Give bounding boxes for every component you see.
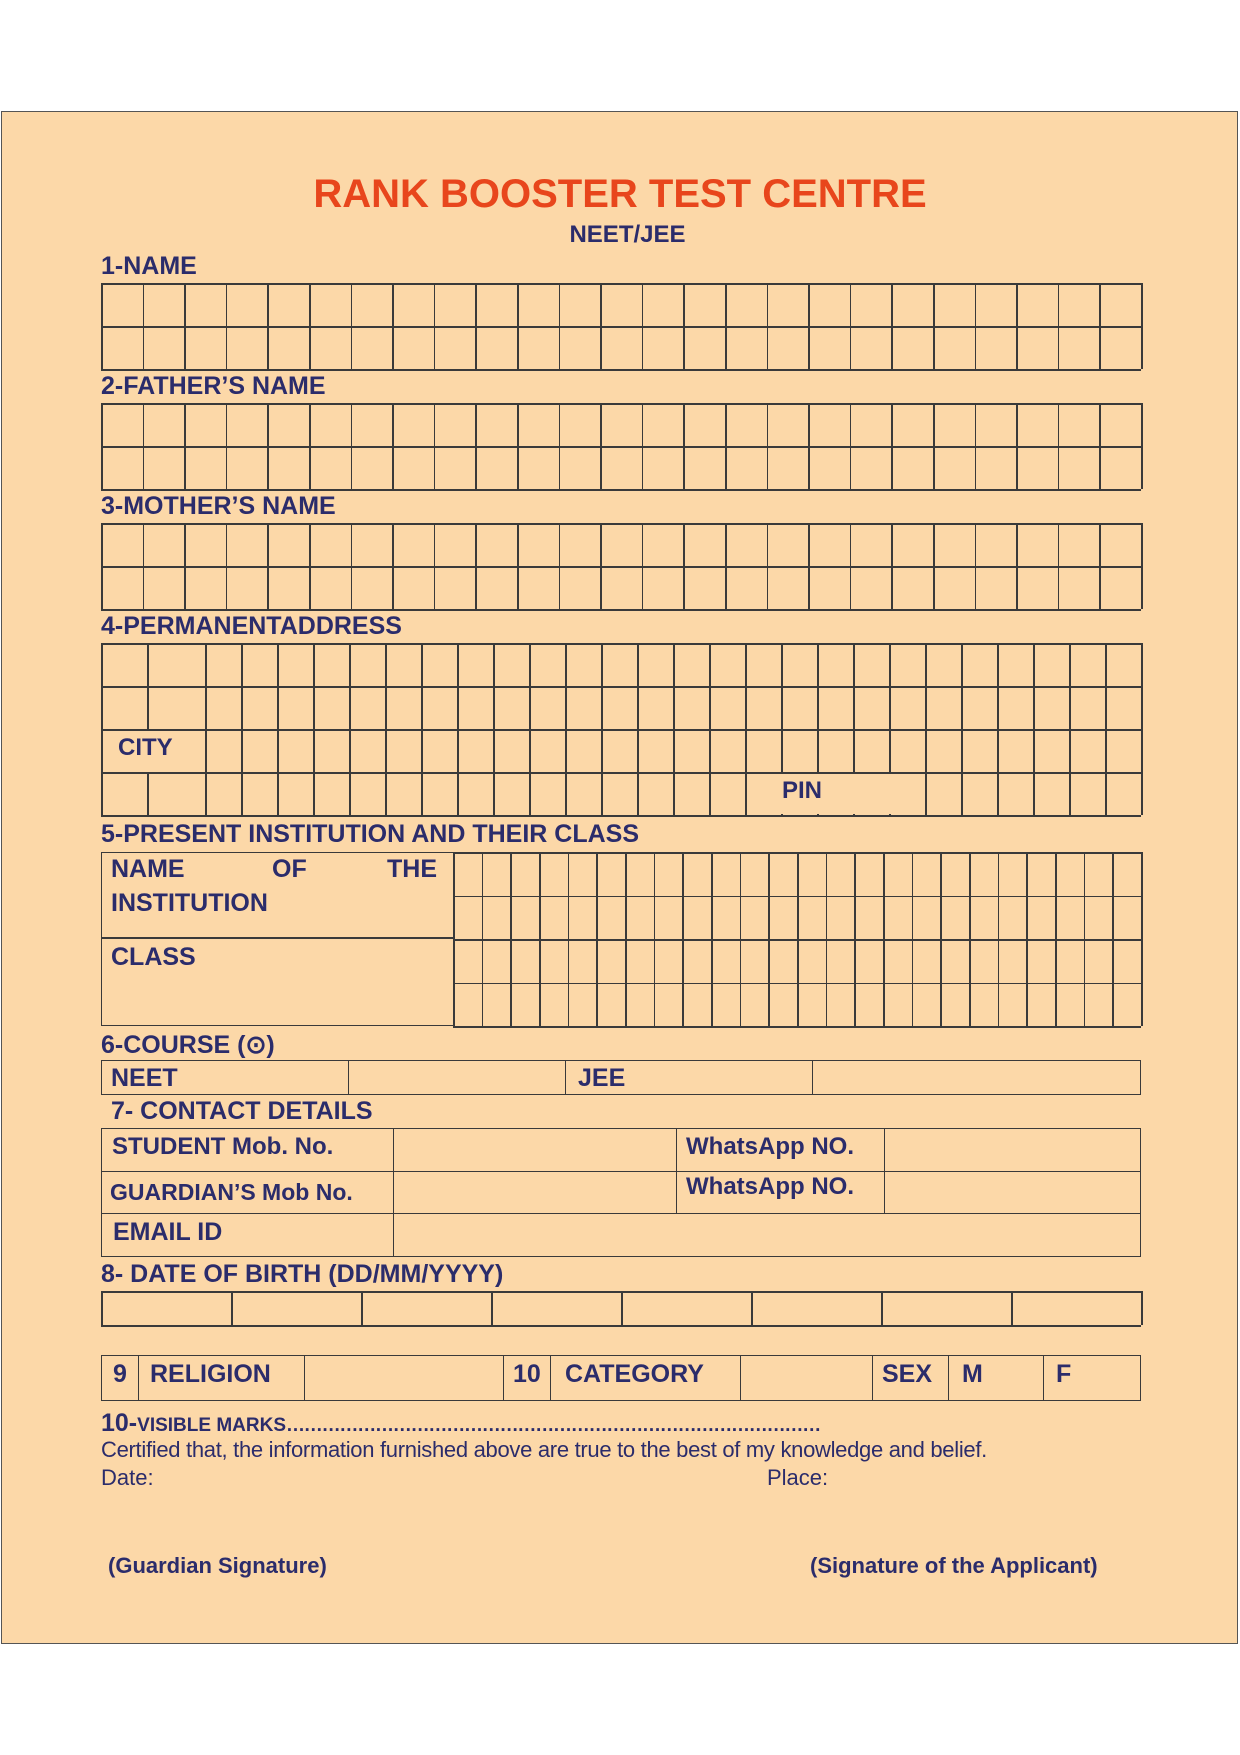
item-10-number: 10 xyxy=(513,1360,541,1388)
email-field[interactable] xyxy=(396,1215,1139,1255)
section-mother-label: 3-MOTHER’S NAME xyxy=(101,492,336,520)
course-jee-label: JEE xyxy=(578,1064,626,1092)
date-label: Date: xyxy=(101,1465,154,1490)
city-label: CITY xyxy=(118,734,173,761)
sex-male-option[interactable]: M xyxy=(962,1360,983,1388)
religion-field[interactable] xyxy=(306,1357,502,1399)
whatsapp-label-2: WhatsApp NO. xyxy=(686,1173,854,1200)
guardian-mob-field[interactable] xyxy=(396,1173,674,1212)
section-course-label: 6-COURSE (⊙) xyxy=(101,1031,275,1059)
guardian-mob-label: GUARDIAN’S Mob No. xyxy=(110,1179,353,1205)
guardian-whatsapp-field[interactable] xyxy=(887,1173,1139,1212)
applicant-signature-label: (Signature of the Applicant) xyxy=(810,1553,1098,1578)
section-address-label: 4-PERMANENTADDRESS xyxy=(101,612,402,640)
section-dob-label: 8- DATE OF BIRTH (DD/MM/YYYY) xyxy=(101,1260,504,1288)
sex-label: SEX xyxy=(882,1360,933,1388)
course-neet-label: NEET xyxy=(111,1064,178,1092)
sex-female-option[interactable]: F xyxy=(1056,1360,1072,1388)
religion-label: RELIGION xyxy=(150,1360,271,1388)
institution-name-word2: OF xyxy=(272,855,307,883)
course-neet-box[interactable] xyxy=(350,1062,563,1093)
section-contact-label: 7- CONTACT DETAILS xyxy=(111,1097,373,1125)
institution-name-word3: THE xyxy=(387,855,437,883)
place-label: Place: xyxy=(767,1465,829,1490)
whatsapp-label-1: WhatsApp NO. xyxy=(686,1133,854,1160)
email-label: EMAIL ID xyxy=(113,1218,223,1246)
pin-label: PIN xyxy=(782,777,823,804)
visible-marks-label: VISIBLE MARKS xyxy=(137,1415,286,1436)
course-jee-box[interactable] xyxy=(814,1062,1139,1093)
category-label: CATEGORY xyxy=(565,1360,704,1388)
institution-name-word1: NAME xyxy=(111,855,185,883)
institution-name-line2: INSTITUTION xyxy=(111,889,268,917)
student-whatsapp-field[interactable] xyxy=(887,1130,1139,1170)
student-mob-field[interactable] xyxy=(396,1130,674,1170)
certification-text: Certified that, the information furnished above are true to the best of my knowledge and belief. xyxy=(101,1437,987,1462)
form-title: RANK BOOSTER TEST CENTRE xyxy=(313,172,927,216)
section-institution-label: 5-PRESENT INSTITUTION AND THEIR CLASS xyxy=(101,820,639,848)
guardian-signature-label: (Guardian Signature) xyxy=(108,1553,327,1578)
category-field[interactable] xyxy=(742,1357,871,1399)
visible-marks-line xyxy=(101,1409,820,1438)
section-name-label: 1-NAME xyxy=(101,252,197,280)
form-subtitle: NEET/JEE xyxy=(569,221,686,248)
item-9-number: 9 xyxy=(113,1360,127,1388)
visible-marks-number: 10- xyxy=(101,1409,138,1437)
student-mob-label: STUDENT Mob. No. xyxy=(112,1133,334,1160)
class-label: CLASS xyxy=(111,943,196,971)
visible-marks-dots[interactable]: ……………………………………………………………………………… xyxy=(286,1415,821,1436)
section-father-label: 2-FATHER’S NAME xyxy=(101,372,326,400)
